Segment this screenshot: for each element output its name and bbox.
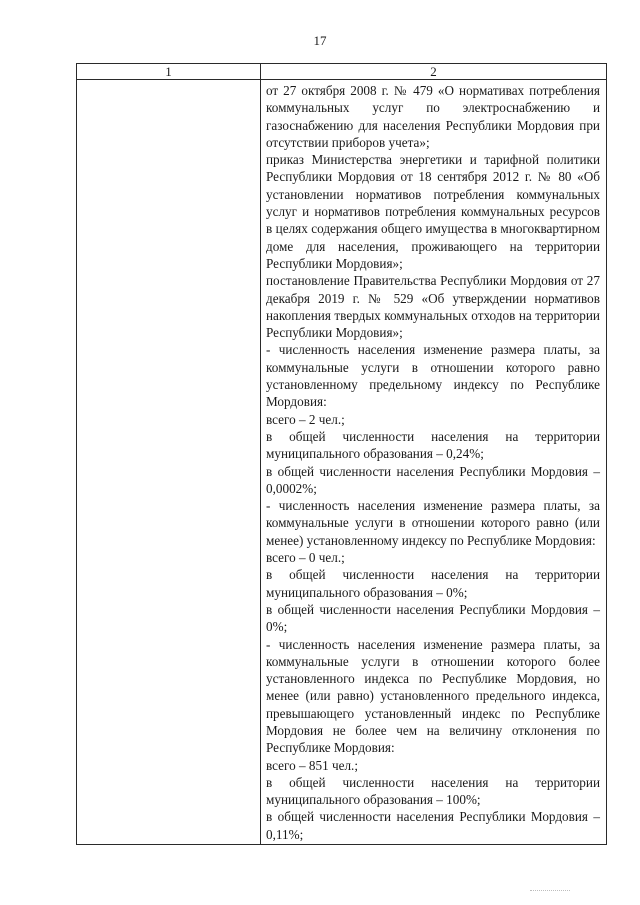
paragraph-resolution-529: постановление Правительства Республики Мордовия от 27 декабря 2019 г. № 529 «Об утверждении нормативов накопления твердых коммунальных отходов на территории Республики Мордовия»; [266,273,600,341]
column-header-1: 1 [77,64,261,80]
paragraph-population-equal-limit-index: - численность населения изменение размера платы, за коммунальные услуги в отношении которого равно установленному предельному индексу по Республике Мордовия: [266,342,600,410]
paragraph-share-municipal-equal-limit: в общей численности населения на территории муниципального образования – 0,24%; [266,428,600,462]
paragraph-share-republic-equal-or-less: в общей численности населения Республики Мордовия – 0%; [266,601,600,635]
page-number: 17 [313,33,327,48]
document-table [76,63,607,845]
column-header-2: 2 [261,64,607,80]
paragraph-total-equal-limit: всего – 2 чел.; [266,411,345,427]
paragraph-total-above-index: всего – 851 чел.; [266,757,358,773]
paragraph-order-80: приказ Министерства энергетики и тарифной политики Республики Мордовия от 18 сентября 2012 г. № 80 «Об установлении нормативов потребления коммунальных услуг и нормативов потребления коммунальных ресурсов в целях содержания общего имущества в многоквартирном доме для населения, проживающего на территории Республики Мордовия»; [266,152,600,271]
paragraph-share-republic-above-index: в общей численности населения Республики Мордовия – 0,11%; [266,809,600,842]
paragraph-population-above-index: - численность населения изменение размера платы, за коммунальные услуги в отношении которого более установленного индекса по Республике Мордовия, но менее (или равно) установленного предельного индекса, превышающего установленный индекс по Республике Мордовия не более чем на величину отклонения по Республике Мордовия: [266,636,600,756]
table-header-row [77,64,607,80]
paragraph-share-republic-equal-limit: в общей численности населения Республики Мордовия – 0,0002%; [266,463,600,496]
paragraph-share-municipal-equal-or-less: в общей численности населения на территории муниципального образования – 0%; [266,567,600,600]
column-1-cell [77,80,261,845]
column-2-cell [261,80,607,845]
scan-artifact [530,890,570,892]
table-body-row [77,80,607,845]
paragraph-total-equal-or-less: всего – 0 чел.; [266,550,345,566]
paragraph-resolution-479-tail: от 27 октября 2008 г. № 479 «О нормативах потребления коммунальных услуг по электроснабжению и газоснабжению для населения Республики Мордовия при отсутствии приборов учета»; [266,83,600,150]
paragraph-share-municipal-above-index: в общей численности населения на территории муниципального образования – 100%; [266,774,600,808]
paragraph-population-equal-or-less-index: - численность населения изменение размера платы, за коммунальные услуги в отношении которого равно (или менее) установленному индексу по Республике Мордовия: [266,498,600,548]
